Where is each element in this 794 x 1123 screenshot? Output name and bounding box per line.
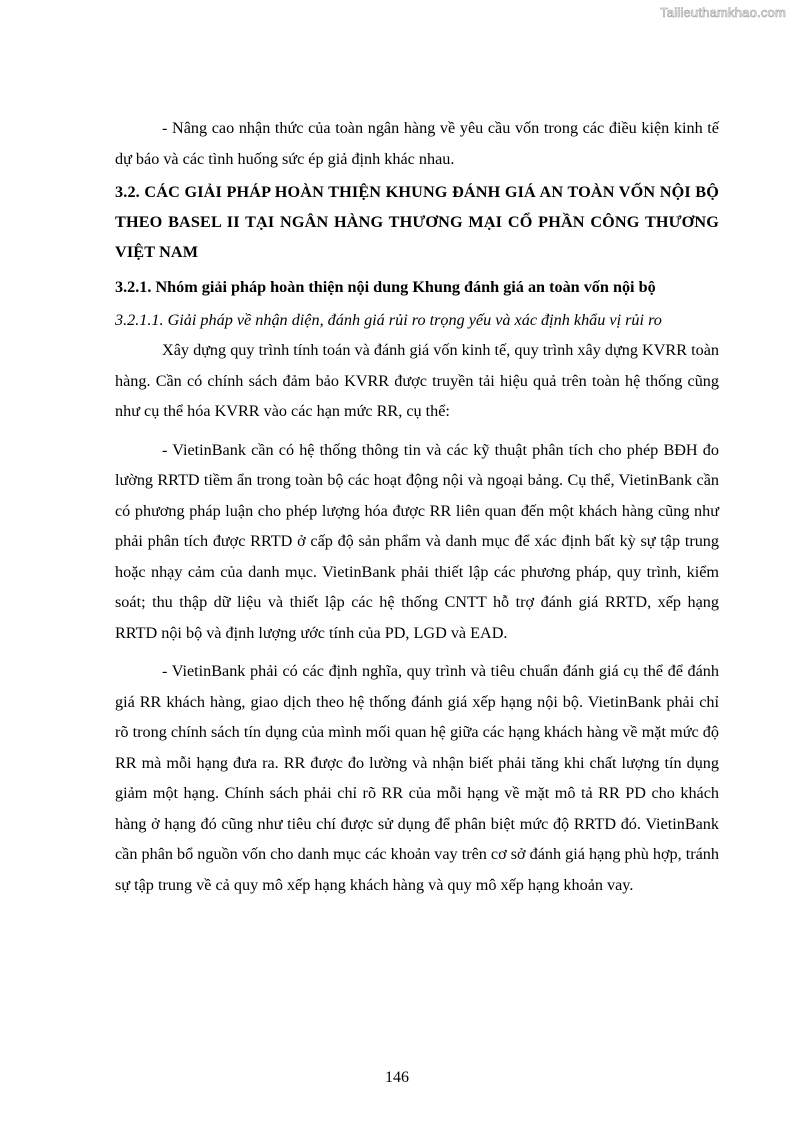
body-paragraph-3: - VietinBank phải có các định nghĩa, quy trình và tiêu chuẩn đánh giá cụ thể để đánh giá RR khách hàng, giao dịch theo hệ thống đánh giá xếp hạng nội bộ. VietinBank phải chỉ rõ trong chính sách tín dụng của mình mối quan hệ giữa các hạng khách hàng về mặt mức độ RR mà mỗi hạng đưa ra. RR được đo lường và nhận biết phải tăng khi chất lượng tín dụng giảm một hạng. Chính sách phải chỉ rõ RR của mỗi hạng về mặt mô tả RR PD cho khách hàng ở hạng đó cũng như tiêu chí được sử dụng để phân biệt mức độ RRTD đó. VietinBank cần phân bổ nguồn vốn cho danh mục các khoản vay trên cơ sở đánh giá hạng phù hợp, tránh sự tập trung về cả quy mô xếp hạng khách hàng và quy mô xếp hạng khoản vay.	[115, 662, 719, 894]
body-paragraph-1: Xây dựng quy trình tính toán và đánh giá vốn kinh tế, quy trình xây dựng KVRR toàn hàng. Cần có chính sách đảm bảo KVRR được truyền tải hiệu quả trên toàn hệ thống cũng như cụ thể hóa KVRR vào các hạn mức RR, cụ thể:	[115, 341, 719, 420]
page-body	[115, 113, 719, 900]
subsubsection-heading: 3.2.1.1. Giải pháp về nhận diện, đánh giá rủi ro trọng yếu và xác định khẩu vị rủi ro	[115, 311, 662, 329]
subsection-heading: 3.2.1. Nhóm giải pháp hoàn thiện nội dung Khung đánh giá an toàn vốn nội bộ	[115, 278, 656, 296]
body-paragraph-2: - VietinBank cần có hệ thống thông tin và các kỹ thuật phân tích cho phép BĐH đo lường RRTD tiềm ẩn trong toàn bộ các hoạt động nội và ngoại bảng. Cụ thể, VietinBank cần có phương pháp luận cho phép lượng hóa được RR liên quan đến một khách hàng cũng như phải phân tích được RRTD ở cấp độ sản phẩm và danh mục để xác định bất kỳ sự tập trung hoặc nhạy cảm của danh mục. VietinBank phải thiết lập các phương pháp, quy trình, kiểm soát; thu thập dữ liệu và thiết lập các hệ thống CNTT hỗ trợ đánh giá RRTD, xếp hạng RRTD nội bộ và định lượng ước tính của PD, LGD và EAD.	[115, 440, 719, 642]
section-heading: 3.2. CÁC GIẢI PHÁP HOÀN THIỆN KHUNG ĐÁNH GIÁ AN TOÀN VỐN NỘI BỘ THEO BASEL II TẠI NGÂN HÀNG THƯƠNG MẠI CỔ PHẦN CÔNG THƯƠNG VIỆT NAM	[115, 183, 719, 261]
intro-paragraph: - Nâng cao nhận thức của toàn ngân hàng về yêu cầu vốn trong các điều kiện kinh tế dự báo và các tình huống sức ép giả định khác nhau.	[115, 119, 719, 168]
watermark: Tailieuthamkhao.com	[660, 5, 786, 20]
page-number: 146	[385, 1069, 409, 1086]
